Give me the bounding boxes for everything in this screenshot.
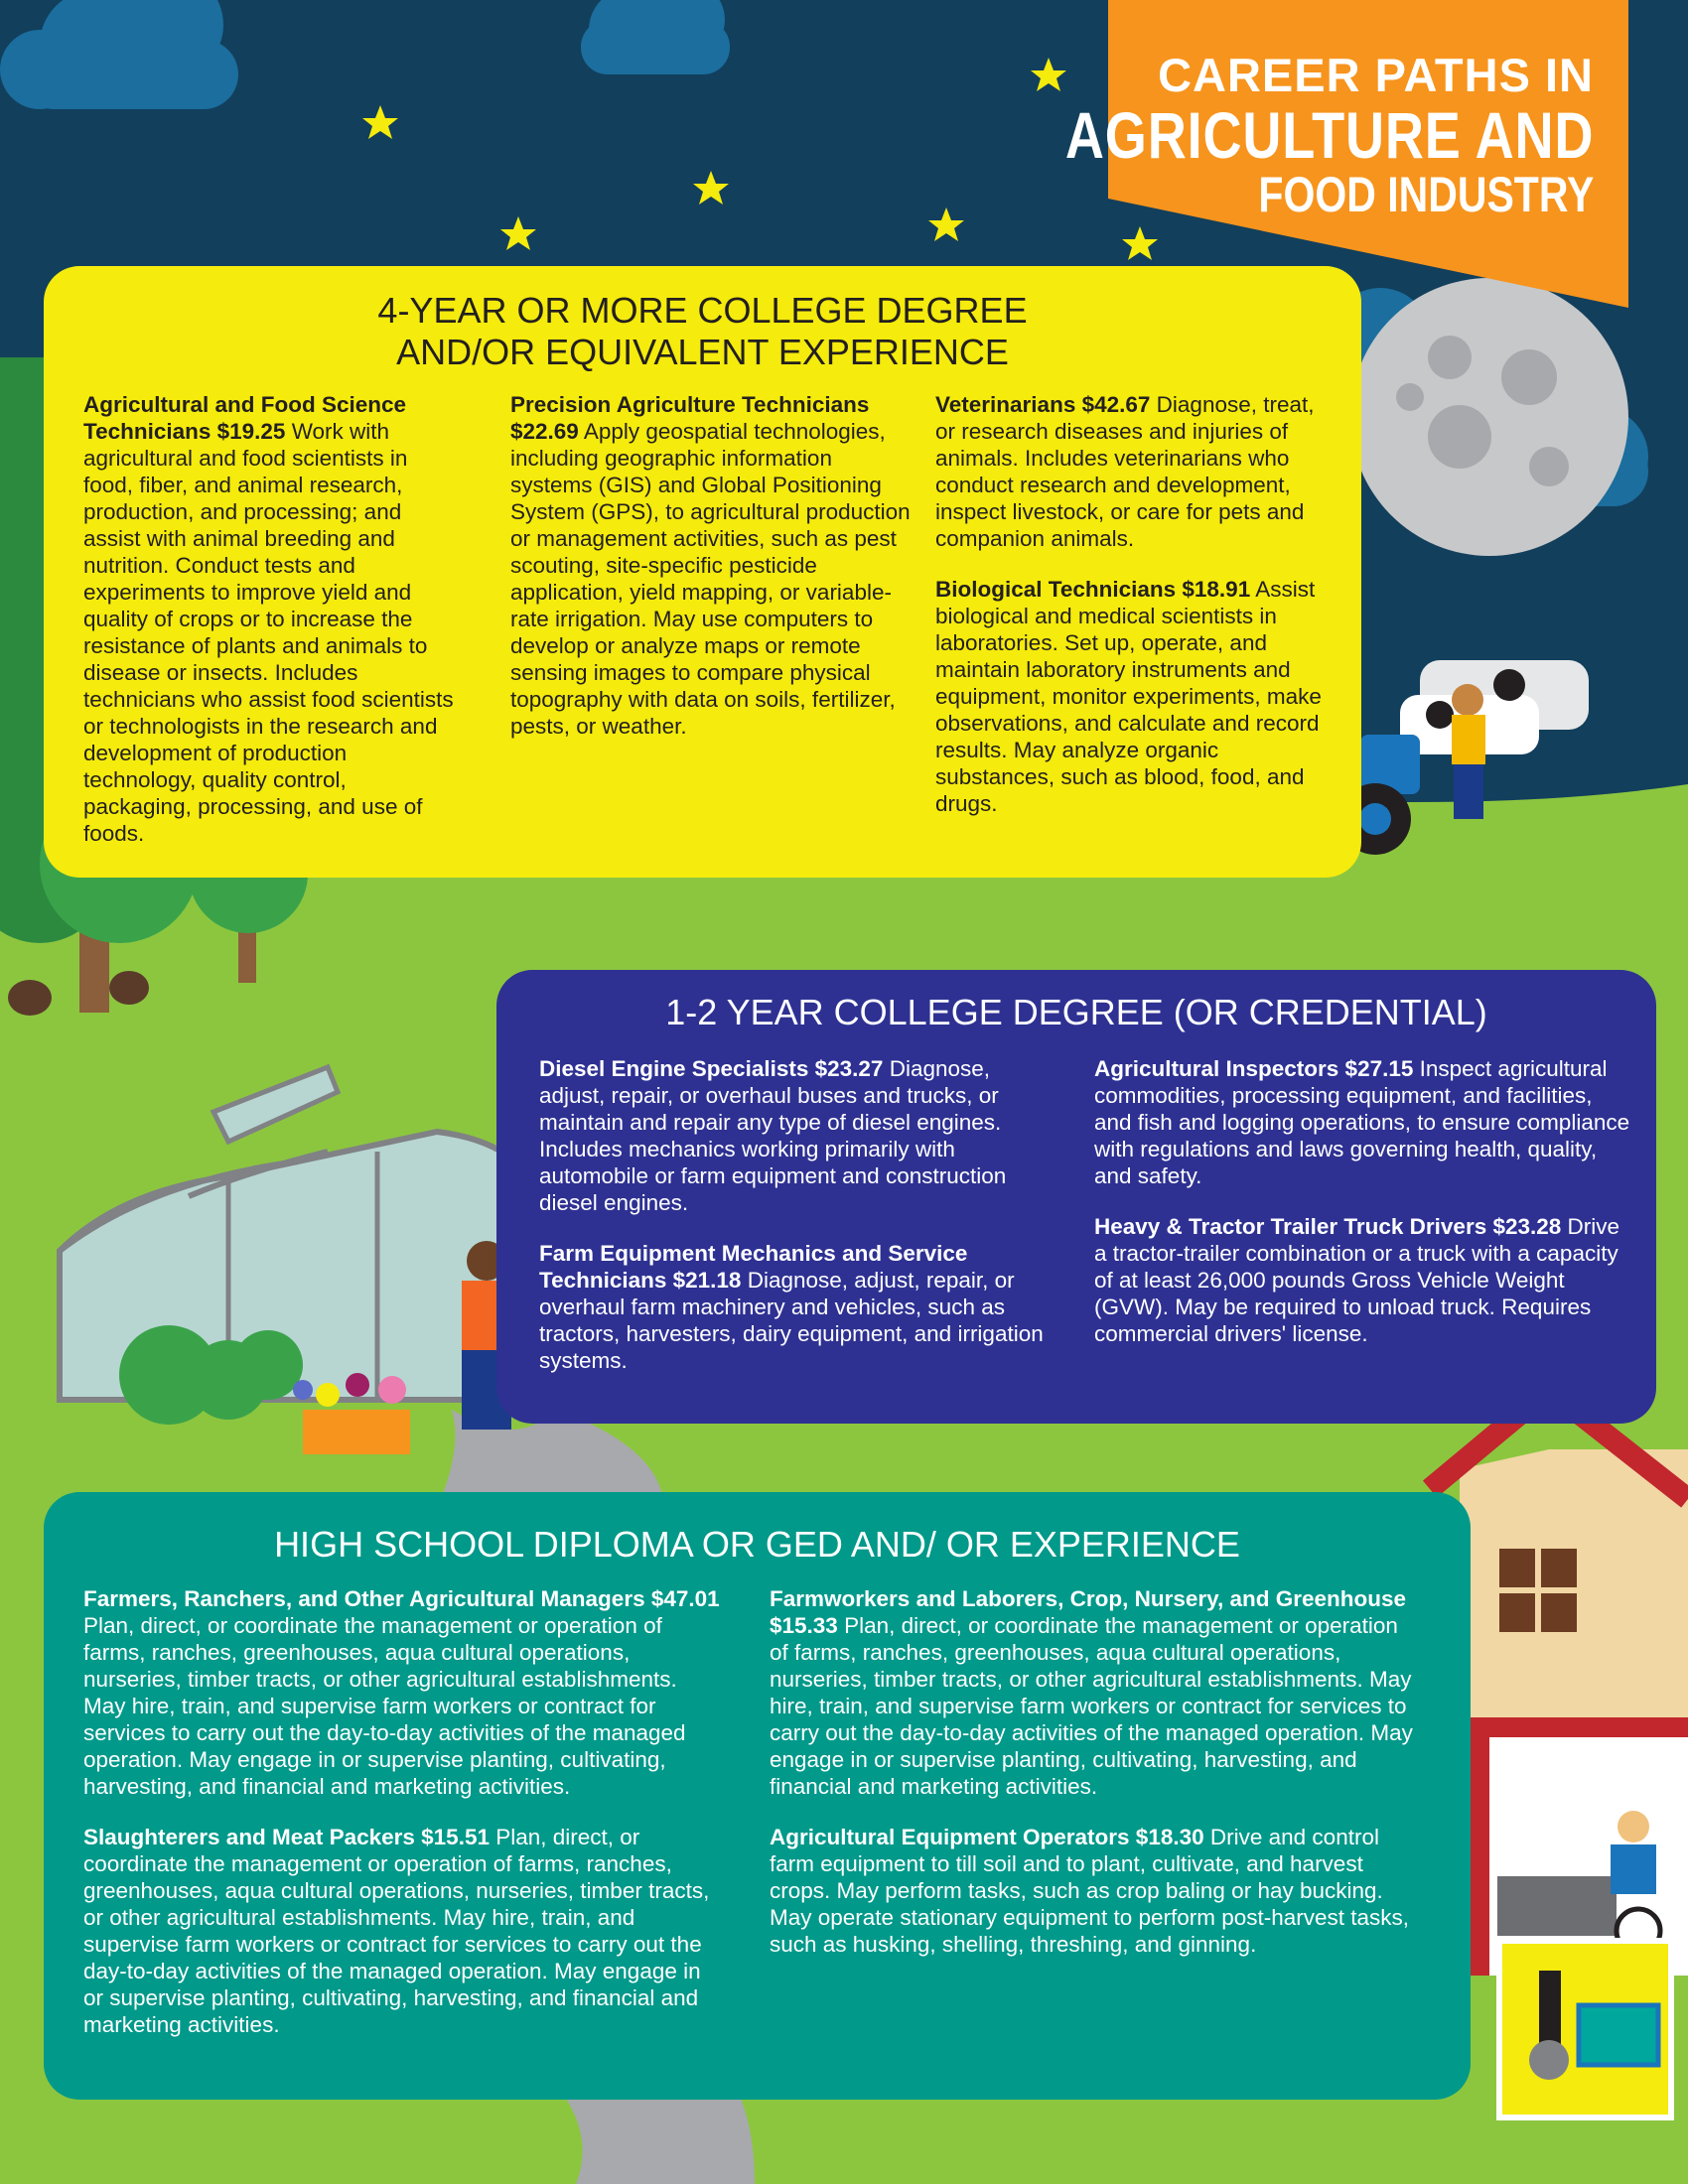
job-title: Agricultural Inspectors $27.15 — [1094, 1056, 1414, 1081]
job-entry — [510, 391, 919, 740]
job-description: Diagnose, adjust, repair, or overhaul buses and trucks, or maintain and repair any type of diesel engines. Includes mechanics working primarily with automobile or farm equipment and construction diesel engines. — [539, 1056, 1007, 1215]
job-title: Heavy & Tractor Trailer Truck Drivers $23.28 — [1094, 1214, 1562, 1239]
job-title: Agricultural and Food Science Technicians $19.25 — [83, 392, 407, 444]
title-line-2: AGRICULTURE AND — [1064, 98, 1594, 172]
job-entry — [83, 391, 457, 847]
high-school-panel — [44, 1492, 1471, 2100]
job-description: Plan, direct, or coordinate the management or operation of farms, ranches, greenhouses, aqua cultural operations, nurseries, timber tracts, or other agricultural establishments. May hire, train, and supervise farm workers or contract for services to carry out the day-to-day activities of the managed operation. May engage in or supervise planting, cultivating, harvesting, and financial and marketing activities. — [83, 1825, 710, 2037]
four-year-degree-panel — [44, 266, 1361, 878]
job-entry — [539, 1240, 1060, 1374]
job-title: Farmers, Ranchers, and Other Agricultural Managers $47.01 — [83, 1586, 720, 1611]
job-title: Diesel Engine Specialists $23.27 — [539, 1056, 884, 1081]
job-entry — [83, 1585, 721, 1800]
job-entry — [83, 1824, 721, 2038]
one-two-year-column-1 — [539, 1055, 1060, 1398]
job-title: Slaughterers and Meat Packers $15.51 — [83, 1825, 490, 1849]
one-two-year-degree-panel — [496, 970, 1656, 1424]
job-description: Assist biological and medical scientists in laboratories. Set up, operate, and maintain laboratory instruments and equipment, monitor experiments, make observations, and calculate and record results. May analyze organic substances, such as blood, food, and drugs. — [935, 577, 1322, 816]
title-line-3: FOOD INDUSTRY — [1258, 167, 1594, 222]
job-description: Work with agricultural and food scientists in food, fiber, and animal research, production, and processing; and assist with animal breeding and nutrition. Conduct tests and experiments to improve yield and quality of crops or to increase the resistance of plants and animals to disease or insects. Includes technicians who assist food scientists or technologists in the research and development of production technology, quality control, packaging, processing, and use of foods. — [83, 419, 454, 846]
job-description: Diagnose, adjust, repair, or overhaul farm machinery and vehicles, such as tractors, harvesters, dairy equipment, and irrigation systems. — [539, 1268, 1044, 1373]
job-entry — [1094, 1055, 1630, 1189]
one-two-year-column-2 — [1094, 1055, 1630, 1371]
job-description: Apply geospatial technologies, including geographic information systems (GIS) and Global Positioning System (GPS), to agricultural production or management activities, such as pest scouting, site-specific pesticide application, yield mapping, or variable-rate irrigation. May use computers to develop or analyze maps or remote sensing images to compare physical topography with data on soils, fertilizer, pests, or weather. — [510, 419, 911, 739]
green-hill — [0, 357, 44, 854]
job-description: Inspect agricultural commodities, processing equipment, and facilities, and fish and logging operations, to ensure compliance with regulations and laws governing health, quality, and safety. — [1094, 1056, 1630, 1188]
job-description: Plan, direct, or coordinate the management or operation of farms, ranches, greenhouses, aqua cultural operations, nurseries, timber tracts, or other agricultural establishments. May hire, train, and supervise farm workers or contract for services to carry out the day-to-day activities of the managed operation. May engage in or supervise planting, cultivating, harvesting, and financial and marketing activities. — [83, 1613, 686, 1799]
cloud-icon — [581, 0, 730, 74]
job-title: Farmworkers and Laborers, Crop, Nursery, and Greenhouse $15.33 — [770, 1586, 1407, 1638]
four-year-heading-line-1: 4-YEAR OR MORE COLLEGE DEGREE — [377, 290, 1028, 331]
four-year-column-1 — [83, 391, 457, 871]
farmer-icon — [1452, 684, 1485, 819]
flower-box-icon — [293, 1373, 410, 1454]
four-year-heading-line-2: AND/OR EQUIVALENT EXPERIENCE — [396, 332, 1009, 372]
four-year-heading — [44, 290, 1361, 373]
job-description: Drive a tractor-trailer combination or a truck with a capacity of at least 26,000 pounds Gross Vehicle Weight (GVW). May be required to unload truck. Requires commercial drivers' license. — [1094, 1214, 1620, 1346]
title-line-1: CAREER PATHS IN — [1158, 49, 1594, 101]
high-school-heading: HIGH SCHOOL DIPLOMA OR GED AND/ OR EXPERIENCE — [274, 1524, 1240, 1565]
job-title: Veterinarians $42.67 — [935, 392, 1151, 417]
one-two-year-heading: 1-2 YEAR COLLEGE DEGREE (OR CREDENTIAL) — [665, 992, 1487, 1032]
job-entry — [935, 576, 1333, 817]
job-entry — [935, 391, 1333, 552]
job-entry — [539, 1055, 1060, 1216]
high-school-column-1 — [83, 1585, 721, 2062]
job-title: Farm Equipment Mechanics and Service Technicians $21.18 — [539, 1241, 968, 1293]
high-school-column-2 — [770, 1585, 1415, 1981]
job-entry — [770, 1824, 1415, 1958]
job-title: Precision Agriculture Technicians $22.69 — [510, 392, 870, 444]
page-title — [949, 49, 1594, 222]
four-year-column-3 — [935, 391, 1333, 841]
job-title: Agricultural Equipment Operators $18.30 — [770, 1825, 1204, 1849]
job-description: Drive and control farm equipment to till soil and to plant, cultivate, and harvest crops. May perform tasks, such as crop baling or hay bucking. May operate stationary equipment to perform post-harvest tasks, such as husking, shelling, threshing, and ginning. — [770, 1825, 1410, 1957]
garden-path-bottom — [556, 2085, 755, 2184]
job-title: Biological Technicians $18.91 — [935, 577, 1251, 602]
moon-icon — [1350, 278, 1628, 556]
four-year-column-2 — [510, 391, 919, 763]
lab-equipment-icon — [1499, 1941, 1671, 2117]
job-entry — [1094, 1213, 1630, 1347]
job-description: Plan, direct, or coordinate the management or operation of farms, ranches, greenhouses, aqua cultural operations, nurseries, timber tracts, or other agricultural establishments. May hire, train, and supervise farm workers or contract for services to carry out the day-to-day activities of the managed operation. May engage in or supervise planting, cultivating, harvesting, and financial and marketing activities. — [770, 1613, 1413, 1799]
job-description: Diagnose, treat, or research diseases and injuries of animals. Includes veterinarians who conduct research and development, inspect livestock, or care for pets and companion animals. — [935, 392, 1315, 551]
job-entry — [770, 1585, 1415, 1800]
